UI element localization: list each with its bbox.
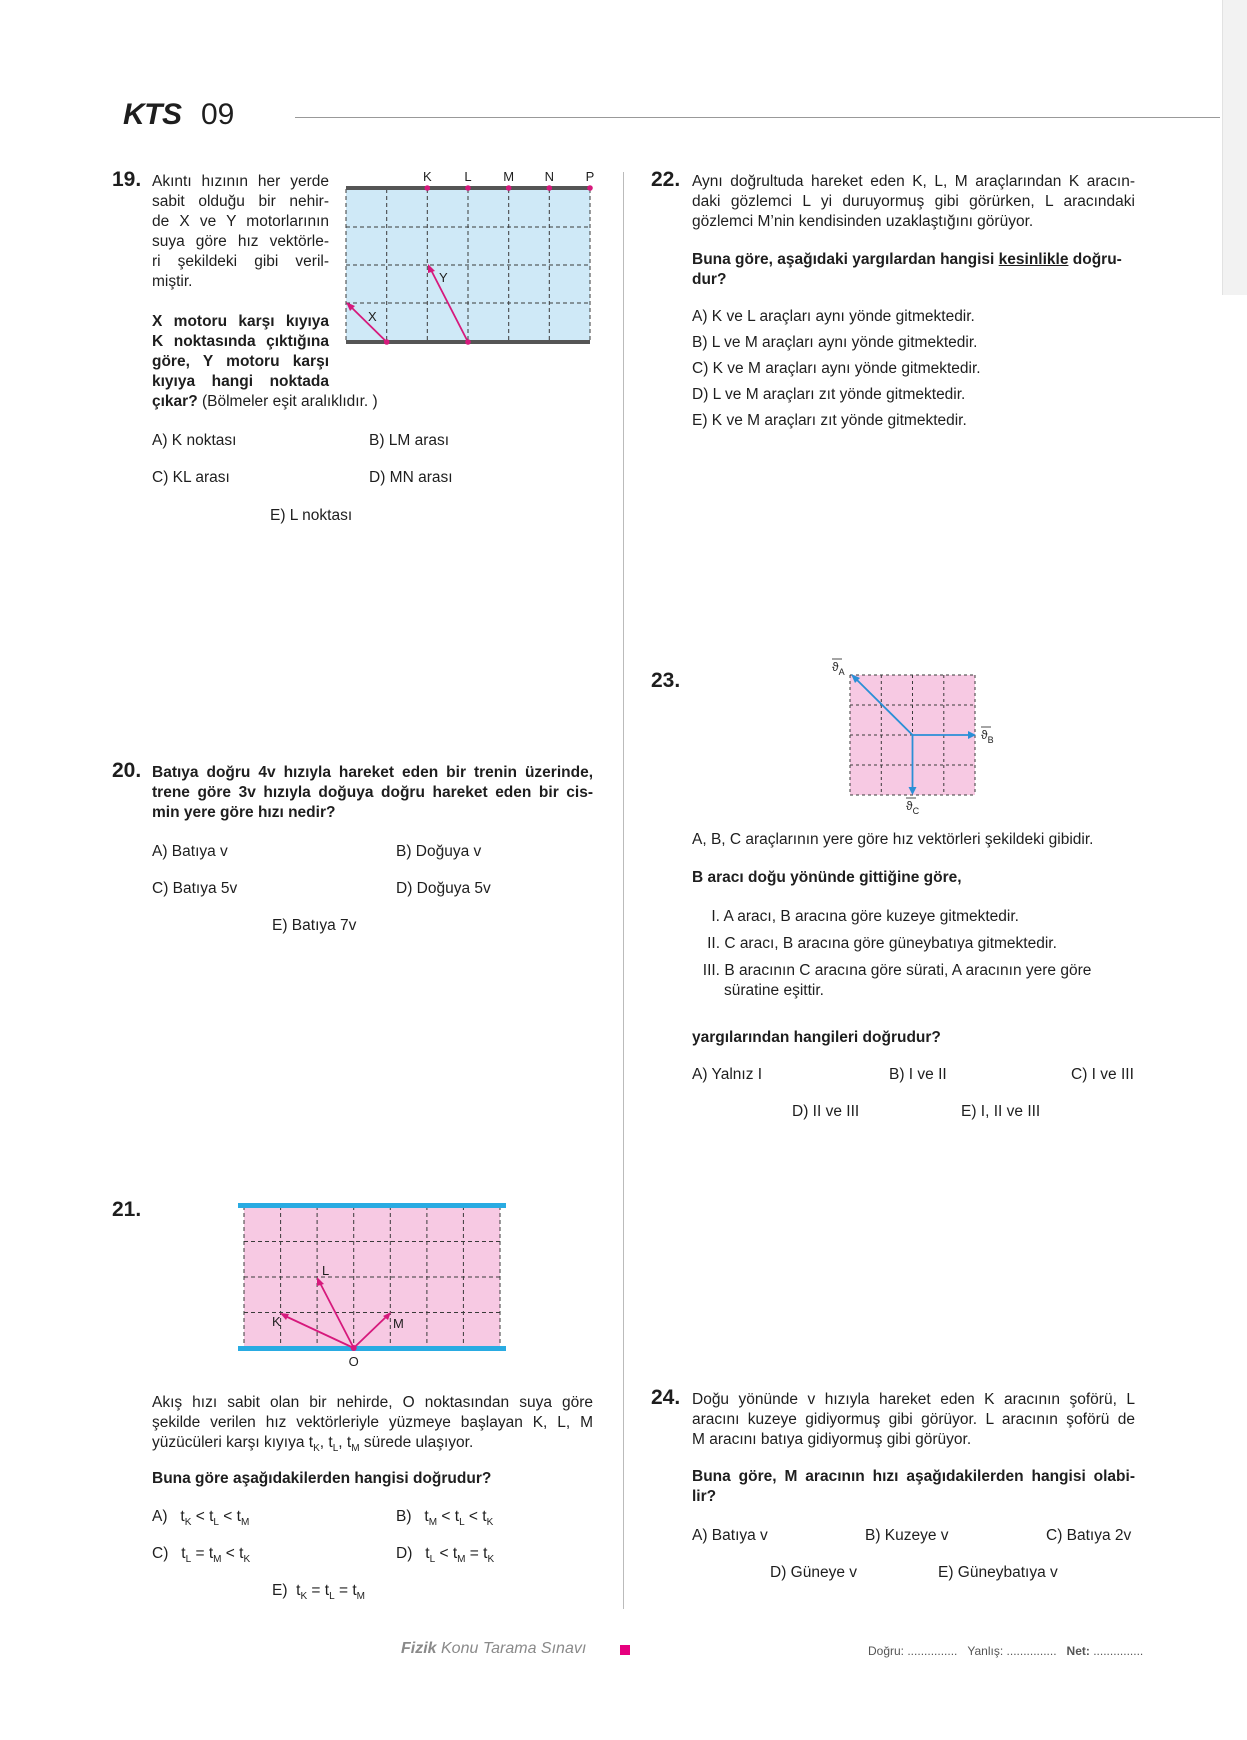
q19-label-y: Y (439, 270, 448, 285)
q22-line: daki gözlemci L yi duruyormuş gibi görürken, L aracındaki (692, 193, 1135, 210)
q19-option-d[interactable]: D) MN arası (369, 469, 453, 486)
q19-stem-line: suya göre hız vektörle- (152, 233, 329, 250)
q19-option-a[interactable]: A) K noktası (152, 432, 237, 449)
q21-op: < (437, 1508, 455, 1525)
q19-point-l: L (464, 169, 472, 184)
q21-t: t (346, 1434, 352, 1451)
q23-vector-figure (820, 655, 1000, 815)
q19-option-b[interactable]: B) LM arası (369, 432, 450, 449)
q24-text (692, 1390, 1135, 1450)
q21-t: t (483, 1545, 488, 1562)
page-edge-strip (1222, 0, 1247, 295)
q21-sub: L (329, 1591, 335, 1603)
q20-line: Batıya doğru 4v hızıyla hareket eden bir trenin üzerinde, (152, 764, 593, 781)
q21-sub: L (459, 1517, 465, 1529)
footer-marker (620, 1645, 630, 1655)
q21-t: t (236, 1508, 241, 1525)
q21-sub: L (213, 1517, 219, 1529)
q21-option-a[interactable] (152, 1507, 249, 1533)
q22-option-b[interactable]: B) L ve M araçları aynı yönde gitmektedir. (692, 334, 978, 351)
q23-item-num: II. (707, 935, 720, 952)
q21-op: = (334, 1582, 353, 1599)
q21-sub: M (428, 1517, 438, 1529)
q19-question-line: göre, Y motoru karşı (152, 353, 329, 370)
q19-stem-line: miştir. (152, 273, 193, 290)
q24-line: M aracını batıya gidiyormuş gibi görüyor. (692, 1431, 972, 1448)
q21-t: t (296, 1582, 301, 1599)
header-rule (295, 117, 1220, 118)
q19-stem (152, 172, 329, 292)
q21-top-bank (238, 1203, 506, 1208)
q21-question: Buna göre aşağıdakilerden hangisi doğrudur? (152, 1470, 492, 1487)
footer-score (868, 1644, 1143, 1658)
q19-label-x: X (368, 309, 377, 324)
q23-question: yargılarından hangileri doğrudur? (692, 1029, 941, 1046)
q19-question-line: K noktasında çıktığına (152, 333, 329, 350)
q19-point-k: K (422, 169, 432, 184)
q20-option-e[interactable]: E) Batıya 7v (272, 917, 357, 934)
q21-t: t (181, 1545, 186, 1562)
q21-option-d-label: D) (396, 1545, 413, 1562)
q21-option-e-label: E) (272, 1582, 288, 1599)
q21-op: < (191, 1508, 210, 1525)
q23-line2: B aracı doğu yönünde gittiğine göre, (692, 869, 962, 886)
q23-option-e[interactable]: E) I, II ve III (961, 1103, 1041, 1120)
q21-option-d[interactable] (396, 1544, 494, 1570)
q22-question-a: Buna göre, aşağıdaki yargılardan hangisi (692, 251, 999, 268)
q24-question (692, 1467, 1135, 1507)
q21-op: < (435, 1545, 453, 1562)
footer-net-dots: ............... (1089, 1644, 1144, 1658)
footer-subject: Fizik (401, 1640, 437, 1657)
q21-op: < (218, 1508, 237, 1525)
q19-stem-line: sabit olduğu bir nehir- (152, 193, 329, 210)
q19-number: 19. (112, 168, 142, 191)
q24-option-b[interactable]: B) Kuzeye v (865, 1527, 949, 1544)
q21-t: t (328, 1434, 333, 1451)
q23-option-c[interactable]: C) I ve III (1071, 1066, 1134, 1083)
header-number: 09 (201, 98, 235, 131)
q24-option-e[interactable]: E) Güneybatıya v (938, 1564, 1058, 1581)
q21-point-o (351, 1345, 357, 1351)
q19-option-c[interactable]: C) KL arası (152, 469, 230, 486)
q21-t: t (452, 1545, 458, 1562)
q21-op: = (307, 1582, 325, 1599)
q23-option-d[interactable]: D) II ve III (792, 1103, 860, 1120)
q20-option-d[interactable]: D) Doğuya 5v (396, 880, 491, 897)
q19-stem-line: ri şekildeki gibi veril- (152, 253, 329, 270)
q21-option-e[interactable] (272, 1581, 365, 1607)
q21-sub: K (243, 1554, 251, 1566)
q20-option-c[interactable]: C) Batıya 5v (152, 880, 238, 897)
q23-label-b: $ϑ_B$ (981, 728, 994, 745)
q21-sub: M (457, 1554, 466, 1566)
q19-stem-line: de X ve Y motorlarının (152, 213, 329, 230)
q23-option-a[interactable]: A) Yalnız I (692, 1066, 763, 1083)
q21-sub: K (486, 1517, 494, 1529)
q19-point-m: M (503, 169, 515, 184)
q23-label-a: $ϑ_A$ (832, 660, 845, 677)
q23-item-text: A aracı, B aracına göre kuzeye gitmektedir. (723, 908, 1019, 925)
q21-river-figure (236, 1200, 508, 1370)
q24-question-line: Buna göre, M aracının hızı aşağıdakilerden hangisi olabi- (692, 1468, 1135, 1485)
footer-title (401, 1640, 586, 1658)
q19-stem-line: Akıntı hızının her yerde (152, 173, 329, 190)
q21-number: 21. (112, 1198, 142, 1221)
q20-number: 20. (112, 759, 142, 782)
q21-line: Akış hızı sabit olan bir nehirde, O noktasından suya göre (152, 1394, 593, 1411)
q22-option-a[interactable]: A) K ve L araçları aynı yönde gitmektedir. (692, 308, 975, 325)
q22-line: gözlemci M’nin kendisinden uzaklaştığını görüyor. (692, 213, 1034, 230)
q21-t: t (180, 1508, 185, 1525)
q21-t: t (239, 1545, 244, 1562)
q19-point-n: N (544, 169, 554, 184)
q21-sub: K (487, 1554, 495, 1566)
q24-line: Doğu yönünde v hızıyla hareket eden K aracının şoförü, L (692, 1391, 1135, 1408)
column-divider (623, 172, 624, 1609)
q23-item-3 (692, 961, 1135, 981)
q22-question (692, 250, 1135, 290)
q21-t: t (208, 1545, 214, 1562)
q21-option-b[interactable] (396, 1507, 493, 1533)
q21-t: t (425, 1545, 430, 1562)
q21-t: t (352, 1582, 357, 1599)
q21-bottom-bank (238, 1346, 506, 1351)
header-brand: KTS (123, 98, 182, 131)
q21-op: < (464, 1508, 483, 1525)
q21-t: t (209, 1508, 214, 1525)
q23-number: 23. (651, 669, 681, 692)
q23-item-text: C aracı, B aracına göre güneybatıya gitmektedir. (724, 935, 1057, 952)
q23-item-2 (692, 934, 1135, 954)
q20-line: trene göre 3v hızıyla doğuya doğru hareket eden bir cis- (152, 784, 593, 801)
q22-question-line-2: dur? (692, 271, 727, 288)
q24-option-a[interactable]: A) Batıya v (692, 1527, 768, 1544)
q21-option-c-label: C) (152, 1545, 169, 1562)
q23-line1: A, B, C araçlarının yere göre hız vektörleri şekildeki gibidir. (692, 831, 1094, 848)
q21-sub: M (213, 1554, 222, 1566)
q21-option-a-label: A) (152, 1508, 168, 1525)
q22-question-b: doğru- (1068, 251, 1122, 268)
q21-sub: L (185, 1554, 192, 1566)
q21-sub: L (429, 1554, 436, 1566)
q24-option-d[interactable]: D) Güneye v (770, 1564, 858, 1581)
q21-t: t (324, 1582, 330, 1599)
q24-number: 24. (651, 1386, 681, 1409)
q21-line3-end: sürede ulaşıyor. (359, 1434, 474, 1451)
q21-sub: K (184, 1517, 192, 1529)
footer-net-label: Net: (1066, 1644, 1090, 1658)
q21-option-b-label: B) (396, 1508, 412, 1525)
q19-question-line: X motoru karşı kıyıya (152, 313, 329, 330)
q22-question-underlined: kesinlikle (998, 251, 1069, 268)
q19-option-e[interactable]: E) L noktası (270, 507, 353, 524)
q24-question-line: lir? (692, 1488, 717, 1505)
q21-label-m: M (393, 1316, 404, 1331)
q22-number: 22. (651, 168, 681, 191)
q24-line: aracını kuzeye gidiyormuş gibi görüyor. L aracının şoförü de (692, 1411, 1135, 1428)
q19-point-p: P (585, 169, 595, 184)
q21-sub: M (356, 1591, 365, 1603)
q24-option-c[interactable]: C) Batıya 2v (1046, 1527, 1132, 1544)
footer-yanlis: Yanlış: ............... (967, 1644, 1057, 1658)
q21-line: şekilde verilen hız vektörleriyle yüzmeye başlayan K, L, M (152, 1414, 593, 1431)
q21-line3-start: yüzücüleri karşı kıyıya t (152, 1434, 314, 1451)
q21-sub-k: K (313, 1443, 320, 1455)
q21-t: t (424, 1508, 429, 1525)
q19-question-last-bold: çıkar? (152, 393, 198, 410)
q21-sub-m: M (351, 1443, 360, 1455)
q21-op: = (465, 1545, 484, 1562)
q21-label-l: L (322, 1263, 330, 1278)
q23-item-text: B aracının C aracına göre sürati, A aracının yere göre (724, 962, 1092, 979)
q21-text (152, 1393, 593, 1459)
q23-option-b[interactable]: B) I ve II (889, 1066, 947, 1083)
q20-option-b[interactable]: B) Doğuya v (396, 843, 482, 860)
q23-label-c: $ϑ_C$ (906, 799, 920, 815)
q22-option-c[interactable]: C) K ve M araçları aynı yönde gitmektedir. (692, 360, 981, 377)
q23-item-1 (692, 907, 1135, 927)
q22-option-e[interactable]: E) K ve M araçları zıt yönde gitmektedir. (692, 412, 967, 429)
q19-question-last (152, 392, 378, 412)
q21-line-3: yüzücüleri karşı kıyıya $t_K$, $t_L$, $t_M$ sürede ulaşıyor. (152, 1434, 474, 1455)
q22-option-d[interactable]: D) L ve M araçları zıt yönde gitmektedir. (692, 386, 966, 403)
q21-label-o: O (348, 1354, 359, 1369)
q22-text (692, 172, 1135, 232)
q21-label-k: K (272, 1314, 281, 1329)
q21-t: t (454, 1508, 460, 1525)
q20-line: min yere göre hızı nedir? (152, 804, 336, 821)
q21-sub: K (300, 1591, 308, 1603)
q21-sub: M (240, 1517, 250, 1529)
q21-t: t (482, 1508, 487, 1525)
q20-text (152, 763, 593, 823)
q22-line: Aynı doğrultuda hareket eden K, L, M araçlarından K aracın- (692, 173, 1135, 190)
q23-item-num: III. (702, 962, 720, 979)
q19-question (152, 312, 329, 392)
q23-item-3-cont: süratine eşittir. (724, 982, 824, 999)
q21-op: < (221, 1545, 240, 1562)
q20-option-a[interactable]: A) Batıya v (152, 843, 228, 860)
q21-sub-l: L (332, 1443, 339, 1455)
q19-question-line: kıyıya hangi noktada (152, 373, 329, 390)
q19-river-figure (338, 165, 598, 355)
q23-item-num: I. (711, 908, 720, 925)
q21-option-c[interactable] (152, 1544, 250, 1570)
footer-title-text: Konu Tarama Sınavı (436, 1640, 587, 1657)
q22-question-line-1 (692, 250, 1135, 270)
q21-op: = (191, 1545, 209, 1562)
q19-question-note: (Bölmeler eşit aralıklıdır. ) (197, 393, 378, 410)
footer-dogru: Doğru: ............... (868, 1644, 958, 1658)
